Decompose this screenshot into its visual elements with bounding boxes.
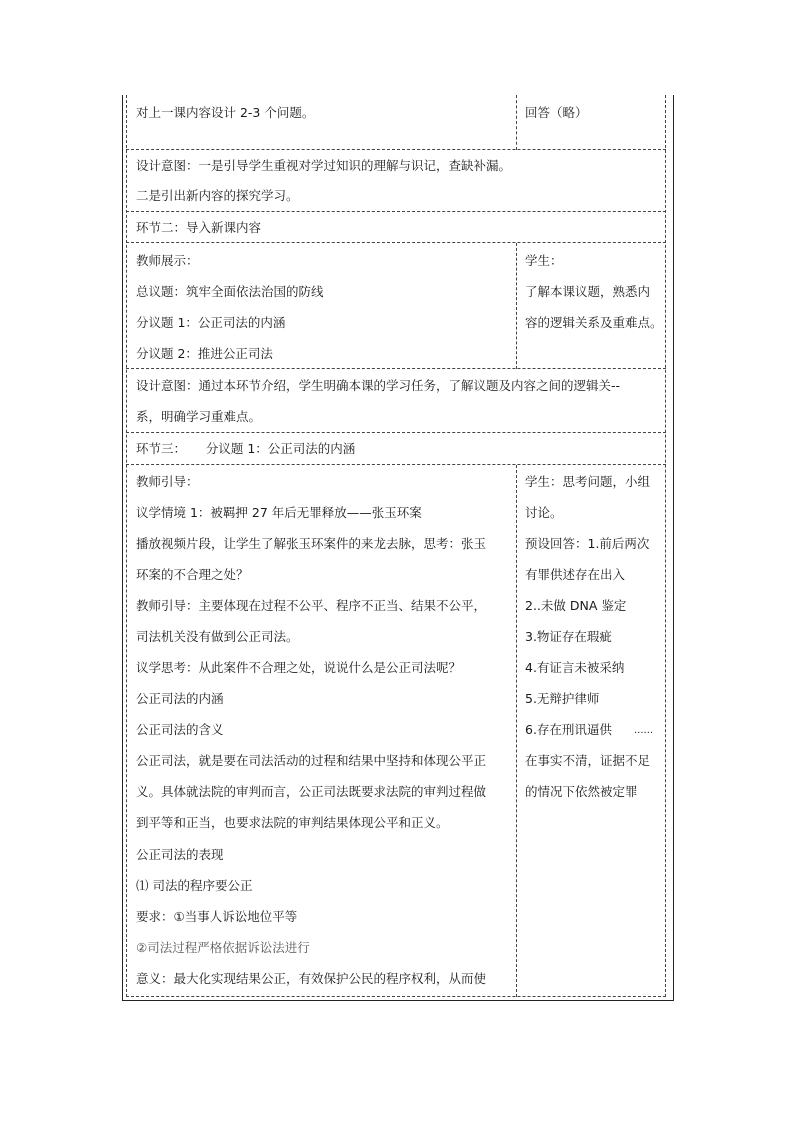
teacher-guide-line: 议学思考：从此案件不合理之处，说说什么是公正司法呢？ xyxy=(136,660,462,675)
teacher-guide-line: ⑴ 司法的程序要公正 xyxy=(136,878,253,893)
section-heading: 环节二：导入新课内容 xyxy=(136,220,262,235)
design-intent-line: 系，明确学习重难点。 xyxy=(136,409,262,424)
teacher-guide-line: 环案的不合理之处？ xyxy=(136,567,249,582)
student-answer-line: 6.存在刑讯逼供 xyxy=(525,722,612,737)
row-divider xyxy=(126,95,666,150)
column-divider xyxy=(516,95,517,150)
teacher-display-line: 教师展示： xyxy=(136,253,199,268)
section-heading: 环节三： 分议题 1：公正司法的内涵 xyxy=(136,441,356,456)
teacher-guide-line: 意义：最大化实现结果公正，有效保护公民的程序权利，从而使 xyxy=(136,971,487,986)
review-questions-text: 对上一课内容设计 2-3 个问题。 xyxy=(136,105,315,120)
teacher-guide-line: 要求：①当事人诉讼地位平等 xyxy=(136,909,298,924)
answer-omitted-text: 回答（略） xyxy=(525,105,588,120)
teacher-guide-line: 公正司法的含义 xyxy=(136,722,224,737)
student-answer-line: 的情况下依然被定罪 xyxy=(525,784,638,799)
column-divider xyxy=(516,243,517,369)
student-answer-line: 讨论。 xyxy=(525,505,563,520)
column-divider xyxy=(516,465,517,997)
teacher-guide-line: 义。具体就法院的审判而言，公正司法既要求法院的审判过程做 xyxy=(136,784,487,799)
design-intent-line: 设计意图：通过本环节介绍，学生明确本课的学习任务，了解议题及内容之间的逻辑关-- xyxy=(136,378,621,393)
teacher-display-line: 分议题 2：推进公正司法 xyxy=(136,346,273,361)
teacher-guide-line: 教师引导：主要体现在过程不公平、程序不正当、结果不公平， xyxy=(136,598,487,613)
student-answer-line: 5.无辩护律师 xyxy=(525,691,600,706)
student-answer-line: 学生：思考问题，小组 xyxy=(525,474,651,489)
student-answer-line: 4.有证言未被采纳 xyxy=(525,660,625,675)
student-answer-line: 3.物证存在瑕疵 xyxy=(525,629,612,644)
student-answer-line: 预设回答：1.前后两次 xyxy=(525,536,650,551)
teacher-guide-line: 司法机关没有做到公正司法。 xyxy=(136,629,299,644)
student-activity-line: 学生： xyxy=(525,253,563,268)
student-activity-line: 容的逻辑关系及重难点。 xyxy=(525,315,663,330)
design-intent-line: 二是引出新内容的探究学习。 xyxy=(136,188,299,203)
teacher-guide-line: 播放视频片段，让学生了解张玉环案件的来龙去脉，思考：张玉 xyxy=(136,536,487,551)
student-activity-line: 了解本课议题，熟悉内 xyxy=(525,284,651,299)
teacher-display-line: 总议题：筑牢全面依法治国的防线 xyxy=(136,284,324,299)
teacher-guide-line: 教师引导： xyxy=(136,474,199,489)
design-intent-line: 设计意图：一是引导学生重视对学过知识的理解与识记，查缺补漏。 xyxy=(136,158,512,173)
teacher-guide-line: 议学情境 1：被羁押 27 年后无罪释放——张玉环案 xyxy=(136,505,422,520)
student-answer-line: 在事实不清，证据不足 xyxy=(525,753,651,768)
student-answer-line: 有罪供述存在出入 xyxy=(525,567,626,582)
ellipsis-mark: ...... xyxy=(634,725,654,736)
teacher-guide-line: 公正司法，就是要在司法活动的过程和结果中坚持和体现公平正 xyxy=(136,753,487,768)
teacher-guide-line: ②司法过程严格依据诉讼法进行 xyxy=(136,940,310,955)
student-answer-line: 2..未做 DNA 鉴定 xyxy=(525,598,627,613)
teacher-display-line: 分议题 1：公正司法的内涵 xyxy=(136,315,286,330)
teacher-guide-line: 公正司法的表现 xyxy=(136,847,224,862)
teacher-guide-line: 到平等和正当，也要求法院的审判结果体现公平和正义。 xyxy=(136,815,449,830)
teacher-guide-line: 公正司法的内涵 xyxy=(136,691,224,706)
